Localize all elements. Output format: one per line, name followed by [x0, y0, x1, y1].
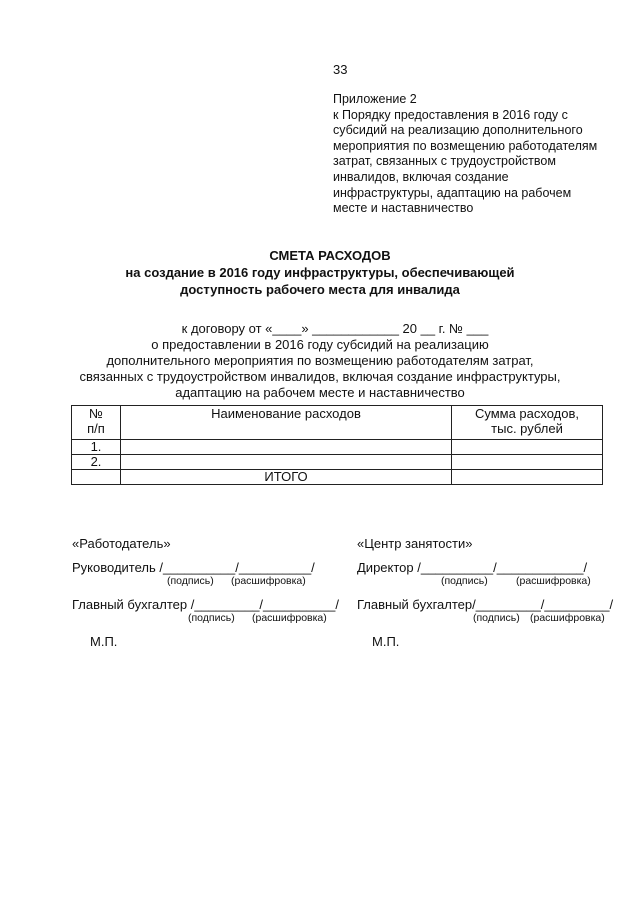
appendix-line: месте и наставничество — [333, 201, 474, 216]
total-label: ИТОГО — [121, 470, 452, 485]
header-number-line: п/п — [87, 421, 105, 436]
contract-line: к договору от «____» ____________ 20 __ г. № ___ — [181, 321, 489, 336]
center-heading: «Центр занятости» — [357, 536, 473, 551]
contract-line: дополнительного мероприятия по возмещению работодателям затрат, — [106, 353, 534, 368]
employer-heading: «Работодатель» — [72, 536, 171, 551]
row-sum — [452, 455, 603, 470]
title-line: доступность рабочего места для инвалида — [180, 282, 460, 297]
table-row — [72, 440, 603, 455]
employer-director-sign-hint: (подпись) — [167, 575, 214, 587]
contract-line: связанных с трудоустройством инвалидов, включая создание инфраструктуры, — [79, 369, 561, 384]
table-row — [72, 455, 603, 470]
contract-line: о предоставлении в 2016 году субсидий на реализацию — [151, 337, 489, 352]
appendix-line: Приложение 2 — [333, 92, 417, 106]
table-header-row — [72, 406, 603, 440]
center-director-sign-hint: (подпись) — [441, 575, 488, 587]
appendix-note — [333, 92, 613, 217]
document-title — [0, 247, 640, 298]
total-number-cell — [72, 470, 121, 485]
appendix-line: инвалидов, включая создание — [333, 169, 509, 184]
header-sum-line: Сумма расходов, — [474, 406, 580, 421]
row-sum — [452, 440, 603, 455]
appendix-line: затрат, связанных с трудоустройством — [333, 154, 556, 169]
center-accountant-sign-hint: (подпись) — [473, 612, 520, 624]
employer-stamp-mark: М.П. — [90, 634, 118, 649]
center-stamp-mark: М.П. — [372, 634, 400, 649]
table-total-row — [72, 470, 603, 485]
contract-line: адаптацию на рабочем месте и наставничество — [175, 385, 465, 400]
expenses-table — [71, 405, 603, 485]
page-number: 33 — [333, 62, 348, 77]
header-number-line: № — [89, 406, 103, 421]
employer-accountant-line: Главный бухгалтер /_________/__________/ — [72, 597, 339, 612]
appendix-line: инфраструктуры, адаптацию на рабочем — [333, 185, 572, 200]
center-director-decode-hint: (расшифровка) — [516, 575, 591, 587]
title-line: СМЕТА РАСХОДОВ — [269, 248, 391, 263]
appendix-line: мероприятия по возмещению работодателям — [333, 138, 598, 153]
header-expense-sum — [452, 406, 603, 440]
center-accountant-line: Главный бухгалтер/_________/_________/ — [357, 597, 614, 612]
row-name — [121, 440, 452, 455]
header-expense-name: Наименование расходов — [121, 406, 452, 440]
title-line: на создание в 2016 году инфраструктуры, обеспечивающей — [125, 265, 515, 280]
header-number — [72, 406, 121, 440]
employer-accountant-decode-hint: (расшифровка) — [252, 612, 327, 624]
header-sum-line: тыс. рублей — [491, 421, 563, 436]
appendix-line: к Порядку предоставления в 2016 году с — [333, 107, 568, 122]
row-number: 2. — [72, 455, 121, 470]
center-director-line: Директор /__________/____________/ — [357, 560, 588, 575]
employer-accountant-sign-hint: (подпись) — [188, 612, 235, 624]
contract-reference — [0, 321, 640, 401]
row-number: 1. — [72, 440, 121, 455]
appendix-line: субсидий на реализацию дополнительного — [333, 123, 583, 138]
employer-director-line: Руководитель /__________/__________/ — [72, 560, 315, 575]
total-sum-cell — [452, 470, 603, 485]
row-name — [121, 455, 452, 470]
center-accountant-decode-hint: (расшифровка) — [530, 612, 605, 624]
employer-director-decode-hint: (расшифровка) — [231, 575, 306, 587]
